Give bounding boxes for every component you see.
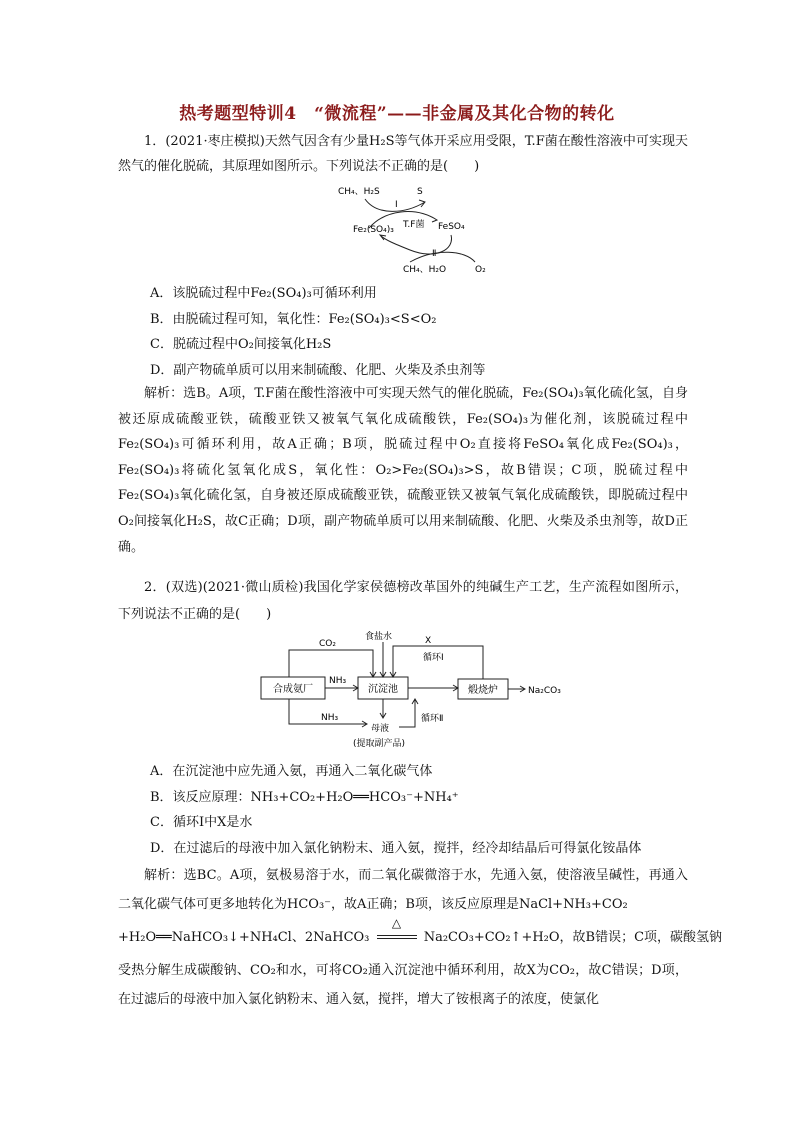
q1-option-d: D．副产物硫单质可以用来制硫酸、化肥、火柴及杀虫剂等 (150, 363, 486, 378)
q2-co2-label: CO₂ (319, 639, 336, 649)
q2-eq-line-top (377, 935, 417, 936)
q2-tank-to-mother (380, 699, 386, 718)
q2-heat-condition (374, 915, 420, 946)
q2-option-b: B．该反应原理：NH₃+CO₂+H₂O══HCO₃⁻+NH₄⁺ (150, 790, 459, 805)
q1-top-left: CH₄、H₂S (338, 187, 380, 197)
q1-roman1: Ⅰ (395, 200, 398, 210)
q2-heat-symbol: △ (391, 915, 402, 930)
q2-option-a: A．在沉淀池中应先通入氨，再通入二氧化碳气体 (150, 764, 433, 779)
q2-x-label: X (425, 636, 432, 646)
q1-option-a: A．该脱硫过程中Fe₂(SO₄)₃可循环利用 (150, 286, 377, 301)
q1-diagram (338, 180, 505, 275)
q2-byproduct-label: (提取副产品) (353, 739, 406, 749)
q2-analysis-line2a: +H₂O══NaHCO₃↓+NH₄Cl、2NaHCO₃ (118, 930, 370, 945)
q1-bottom-left: CH₄、H₂O (403, 265, 447, 275)
q1-bottom-right: O₂ (475, 265, 486, 275)
q1-stem: 1．(2021·枣庄模拟)天然气因含有少量H₂S等气体开采应用受限，T.F菌在酸性溶液中可实现天然气的催化脱硫，其原理如图所示。下列说法不正确的是( ) (118, 134, 688, 174)
q1-top-right: S (417, 187, 423, 197)
q2-analysis-line1: 解析：选BC。A项，氨极易溶于水，而二氧化碳微溶于水，先通入氨，使溶液呈碱性，再通入二氧化碳气体可更多地转化为HCO₃⁻，故A正确；B项，该反应原理是NaCl+NH₃+CO₂ (118, 868, 688, 912)
q1-right: FeSO₄ (438, 222, 465, 232)
q2-brine-label: 食盐水 (365, 632, 393, 642)
q2-product-label: Na₂CO₃ (528, 686, 561, 696)
q1-roman2: Ⅱ (432, 249, 437, 259)
q2-mother-label: 母液 (371, 724, 390, 734)
q2-tank-to-furnace (408, 685, 458, 691)
q2-box1-label: 合成氨厂 (273, 684, 313, 695)
page-title: 热考题型特训4 “微流程”——非金属及其化合物的转化 (179, 104, 615, 124)
q2-option-d: D．在过滤后的母液中加入氯化钠粉末、通入氨，搅拌，经冷却结晶后可得氯化铵晶体 (150, 841, 642, 856)
q2-nh3-label-a: NH₃ (329, 676, 347, 686)
q2-eq-line-bottom (377, 938, 417, 939)
q2-cycle2-line (399, 699, 418, 727)
q1-option-c: C．脱硫过程中O₂间接氧化H₂S (150, 337, 332, 352)
q2-box3-label: 煅烧炉 (468, 685, 498, 696)
q1-arc-lower (380, 235, 452, 254)
q2-box2-label: 沉淀池 (368, 684, 398, 695)
q2-flow-diagram (255, 630, 575, 755)
q2-analysis-line2 (118, 915, 723, 952)
q2-brine-arrow (380, 642, 386, 677)
q1-analysis: 解析：选B。A项，T.F菌在酸性溶液中可实现天然气的催化脱硫，Fe₂(SO₄)₃氧化硫化氢，自身被还原成硫酸亚铁，硫酸亚铁又被氧气氧化成硫酸铁，Fe₂(SO₄)₃为催化剂，该脱硫过程中Fe₂(SO₄)₃可循环利用，故A正确；B项，脱硫过程中O₂直接将FeSO₄氧化成Fe₂(SO₄)₃，Fe₂(SO₄)₃将硫化氢氧化成S，氧化性：O₂>Fe₂(SO₄)₃>S，故B错误；C项，脱硫过程中Fe₂(SO₄)₃氧化硫化氢，自身被还原成硫酸亚铁，硫酸亚铁又被氧气氧化成硫酸铁，即脱硫过程中O₂间接氧化H₂S，故C正确；D项，副产物硫单质可以用来制硫酸、化肥、火柴及杀虫剂等，故D正确。 (118, 386, 688, 555)
q2-stem: 2．(双选)(2021·微山质检)我国化学家侯德榜改革国外的纯碱生产工艺，生产流程如图所示，下列说法不正确的是( ) (118, 580, 688, 622)
q2-analysis-line3: 受热分解生成碳酸钠、CO₂和水，可将CO₂通入沉淀池中循环利用，故X为CO₂，故C错误；D项，在过滤后的母液中加入氯化钠粉末、通入氨，搅拌，增大了铵根离子的浓度，使氯化 (118, 963, 688, 1007)
q1-center: T.F菌 (403, 220, 425, 230)
q2-cycle2-label: 循环Ⅱ (421, 714, 444, 724)
q1-left: Fe₂(SO₄)₃ (353, 225, 394, 235)
q2-nh3-label-b: NH₃ (321, 713, 339, 723)
q1-option-b: B．由脱硫过程可知，氧化性：Fe₂(SO₄)₃<S<O₂ (150, 312, 437, 327)
q2-product-arrow (508, 686, 525, 692)
q2-cycle1-label: 循环Ⅰ (423, 653, 444, 663)
q1-arc-bottom (410, 252, 475, 262)
q2-analysis-line2b: Na₂CO₃+CO₂↑+H₂O，故B错误；C项，碳酸氢钠 (423, 930, 723, 945)
q2-co2-line (289, 650, 376, 677)
q2-option-c: C．循环Ⅰ中X是水 (150, 815, 253, 830)
